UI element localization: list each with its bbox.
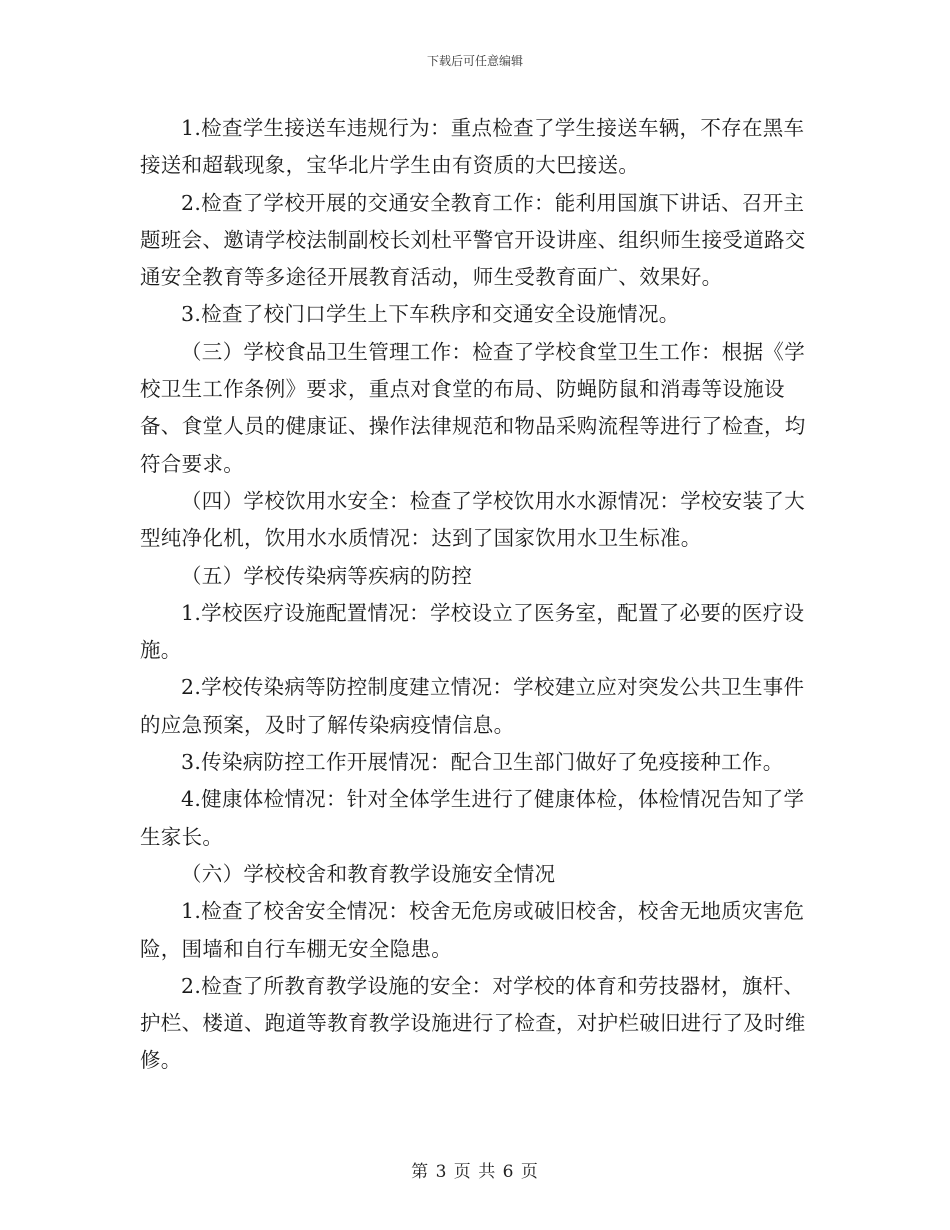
section-heading: （六）学校校舍和教育教学设施安全情况 — [181, 861, 556, 886]
paragraph: 1.检查了校舍安全情况：校舍无危房或破旧校舍，校舍无地质灾害危险，围墙和自行车棚无安全隐患。 — [140, 899, 805, 961]
paragraph: 2.检查了所教育教学设施的安全：对学校的体育和劳技器材，旗杆、护栏、楼道、跑道等教育教学设施进行了检查，对护栏破旧进行了及时维修。 — [140, 973, 806, 1073]
paragraph: 1.检查学生接送车违规行为：重点检查了学生接送车辆，不存在黑车接送和超载现象，宝华北片学生由有资质的大巴接送。 — [140, 116, 805, 178]
paragraph: 2.检查了学校开展的交通安全教育工作：能利用国旗下讲话、召开主题班会、邀请学校法制副校长刘杜平警官开设讲座、组织师生接受道路交通安全教育等多途径开展教育活动，师生受教育面广、效果好。 — [140, 190, 806, 290]
document-body — [140, 110, 810, 1080]
page-header: 下载后可任意编辑 — [426, 54, 523, 68]
paragraph: 3.检查了校门口学生上下车秩序和交通安全设施情况。 — [181, 302, 680, 327]
section-heading: （五）学校传染病等疾病的防控 — [181, 563, 473, 588]
paragraph: （三）学校食品卫生管理工作：检查了学校食堂卫生工作：根据《学校卫生工作条例》要求，重点对食堂的布局、防蝇防鼠和消毒等设施设备、食堂人员的健康证、操作法律规范和物品采购流程等进行了检查，均符合要求。 — [140, 339, 806, 476]
paragraph: 3.传染病防控工作开展情况：配合卫生部门做好了免疫接种工作。 — [181, 750, 784, 775]
paragraph: 4.健康体检情况：针对全体学生进行了健康体检，体检情况告知了学生家长。 — [140, 787, 805, 849]
page-number-footer: 第 3 页 共 6 页 — [411, 1162, 539, 1182]
paragraph: （四）学校饮用水安全：检查了学校饮用水水源情况：学校安装了大型纯净化机，饮用水水质情况：达到了国家饮用水卫生标准。 — [140, 488, 805, 551]
paragraph: 2.学校传染病等防控制度建立情况：学校建立应对突发公共卫生事件的应急预案，及时了解传染病疫情信息。 — [140, 675, 805, 737]
paragraph: 1.学校医疗设施配置情况：学校设立了医务室，配置了必要的医疗设施。 — [140, 600, 805, 663]
